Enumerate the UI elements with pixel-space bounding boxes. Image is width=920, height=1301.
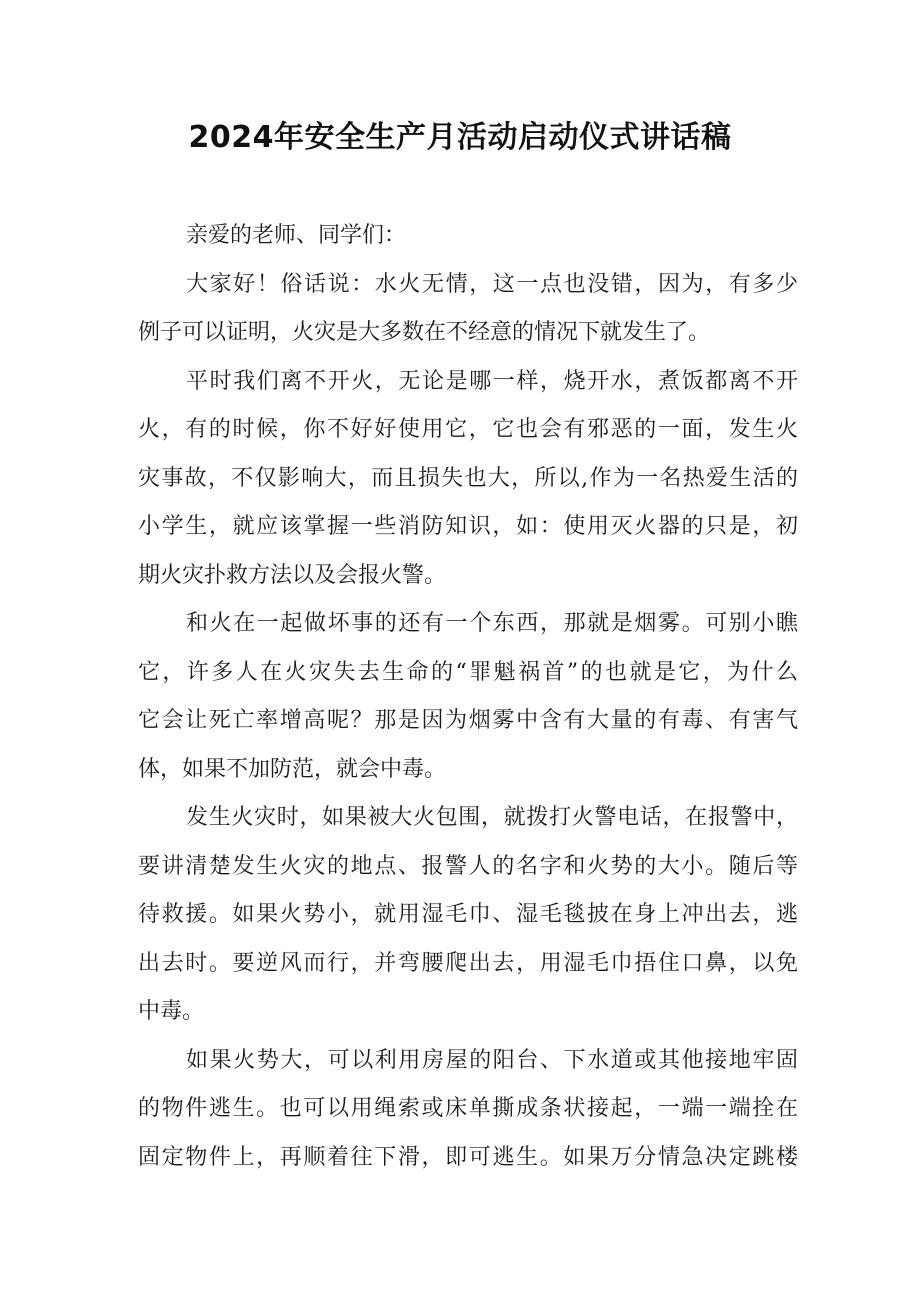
text-line: 小学生，就应该掌握一些消防知识，如：使用灭火器的只是，初 bbox=[138, 514, 798, 539]
text-line: 固定物件上，再顺着往下滑，即可逃生。如果万分情急决定跳楼 bbox=[138, 1144, 798, 1170]
text-line: 待救援。如果火势小，就用湿毛巾、湿毛毯披在身上冲出去，逃 bbox=[138, 902, 798, 927]
text-line: 要讲清楚发生火灾的地点、报警人的名字和火势的大小。随后等 bbox=[138, 853, 798, 879]
text-line: 如果火势大，可以利用房屋的阳台、下水道或其他接地牢固 bbox=[186, 1047, 798, 1073]
text-line: 体，如果不加防范，就会中毒。 bbox=[138, 756, 447, 782]
text-line: 的物件逃生。也可以用绳索或床单撕成条状接起，一端一端拴在 bbox=[138, 1096, 798, 1121]
text-line: 期火灾扑救方法以及会报火警。 bbox=[138, 562, 447, 588]
text-line: 灾事故，不仅影响大，而且损失也大，所以,作为一名热爱生活的 bbox=[138, 465, 798, 491]
document-title: 2024年安全生产月活动启动仪式讲话稿 bbox=[188, 120, 732, 155]
text-line: 亲爱的老师、同学们： bbox=[186, 223, 407, 248]
text-line: 大家好！俗话说：水火无情，这一点也没错，因为，有多少 bbox=[186, 271, 798, 297]
text-line: 它会让死亡率增高呢？那是因为烟雾中含有大量的有毒、有害气 bbox=[138, 708, 798, 733]
document-body bbox=[138, 212, 798, 1182]
text-line: 和火在一起做坏事的还有一个东西，那就是烟雾。可别小瞧 bbox=[186, 611, 798, 636]
text-line: 例子可以证明，火灾是大多数在不经意的情况下就发生了。 bbox=[138, 320, 711, 345]
text-line: 中毒。 bbox=[138, 999, 205, 1024]
text-line: 发生火灾时，如果被大火包围，就拨打火警电话，在报警中， bbox=[186, 805, 798, 830]
text-line: 它，许多人在火灾失去生命的“罪魁祸首”的也就是它，为什么 bbox=[138, 659, 798, 685]
text-line: 平时我们离不开火，无论是哪一样，烧开水，煮饭都离不开 bbox=[186, 368, 798, 394]
text-line: 出去时。要逆风而行，并弯腰爬出去，用湿毛巾捂住口鼻，以免 bbox=[138, 950, 798, 976]
text-line: 火，有的时候，你不好好使用它，它也会有邪恶的一面，发生火 bbox=[138, 417, 798, 442]
